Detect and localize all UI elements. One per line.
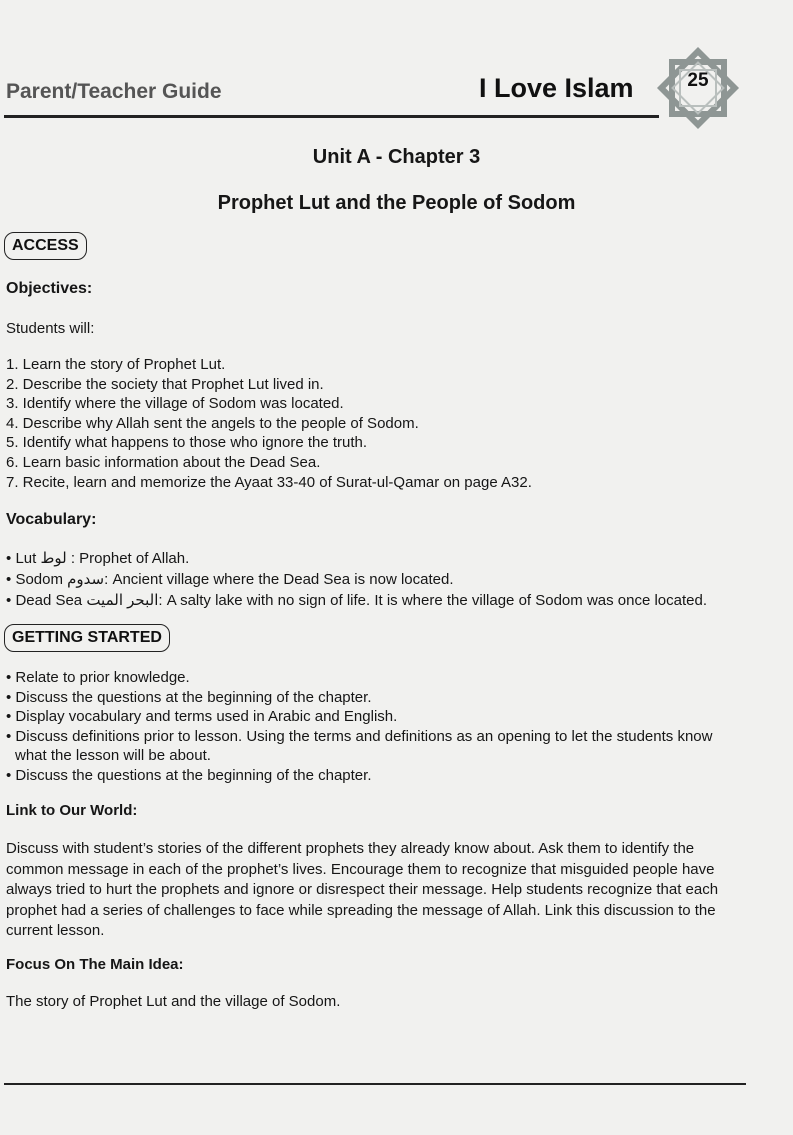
list-item: 5. Identify what happens to those who ignore the truth.	[6, 434, 368, 452]
list-item: 4. Describe why Allah sent the angels to the people of Sodom.	[6, 414, 419, 432]
objectives-heading: Objectives:	[6, 280, 93, 297]
chapter-title: Prophet Lut and the People of Sodom	[217, 192, 576, 214]
list-item: • Display vocabulary and terms used in Arabic and English.	[6, 708, 398, 725]
vocab-arabic: البحر الميت	[86, 592, 159, 609]
vocab-item-dead-sea	[6, 591, 707, 609]
list-item: • Discuss definitions prior to lesson. Using the terms and definitions as an opening to let the students know what the lesson will be about.	[6, 727, 713, 764]
link-world-text: Discuss with student’s stories of the different prophets they already know about. Ask them to identify the common message in each of the prophet’s lives. Encourage them to recognize that misguided people have always tried to hurt the prophets and ignore or disrespect their message. Help students recognize that each prophet had a series of challenges to face while spreading the message of Allah. Link this discussion to the current lesson.	[6, 840, 719, 939]
list-item: 2. Describe the society that Prophet Lut lived in.	[6, 375, 324, 393]
getting-started-label: GETTING STARTED	[4, 624, 170, 652]
vocab-definition: : Ancient village where the Dead Sea is now located.	[104, 571, 454, 588]
vocab-term: Lut	[15, 550, 37, 567]
bullet: •	[6, 571, 12, 588]
list-item: 7. Recite, learn and memorize the Ayaat 33-40 of Surat-ul-Qamar on page A32.	[6, 473, 532, 491]
vocab-item-sodom	[6, 570, 454, 588]
link-world-heading: Link to Our World:	[6, 802, 138, 819]
page-number: 25	[687, 70, 709, 91]
vocab-arabic: سدوم	[67, 571, 105, 588]
vocab-definition: : Prophet of Allah.	[70, 550, 190, 567]
vocabulary-heading: Vocabulary:	[6, 511, 97, 528]
unit-title: Unit A - Chapter 3	[312, 146, 481, 168]
objectives-list	[6, 355, 532, 492]
header-rule	[4, 115, 659, 118]
book-title: I Love Islam	[479, 73, 634, 103]
access-label: ACCESS	[4, 232, 87, 260]
bullet: •	[6, 550, 12, 567]
list-item: 6. Learn basic information about the Dead Sea.	[6, 453, 321, 471]
vocab-term: Sodom	[15, 571, 63, 588]
bullet: •	[6, 592, 12, 609]
footer-rule	[4, 1083, 746, 1085]
focus-text: The story of Prophet Lut and the village of Sodom.	[6, 993, 341, 1010]
vocab-definition: : A salty lake with no sign of life. It is where the village of Sodom was once located.	[158, 592, 708, 609]
list-item: • Discuss the questions at the beginning of the chapter.	[6, 688, 372, 706]
guide-title: Parent/Teacher Guide	[6, 80, 222, 103]
list-item: • Discuss the questions at the beginning of the chapter.	[6, 766, 372, 784]
getting-started-list	[6, 668, 746, 785]
focus-heading: Focus On The Main Idea:	[6, 956, 184, 973]
vocab-term: Dead Sea	[15, 592, 83, 609]
objectives-intro: Students will:	[6, 320, 95, 337]
list-item: 1. Learn the story of Prophet Lut.	[6, 356, 226, 373]
list-item: • Relate to prior knowledge.	[6, 669, 190, 686]
vocab-arabic: لوط	[40, 550, 67, 567]
list-item: 3. Identify where the village of Sodom was located.	[6, 395, 344, 413]
page-number-badge	[650, 40, 746, 136]
vocab-item-lut	[6, 549, 189, 567]
